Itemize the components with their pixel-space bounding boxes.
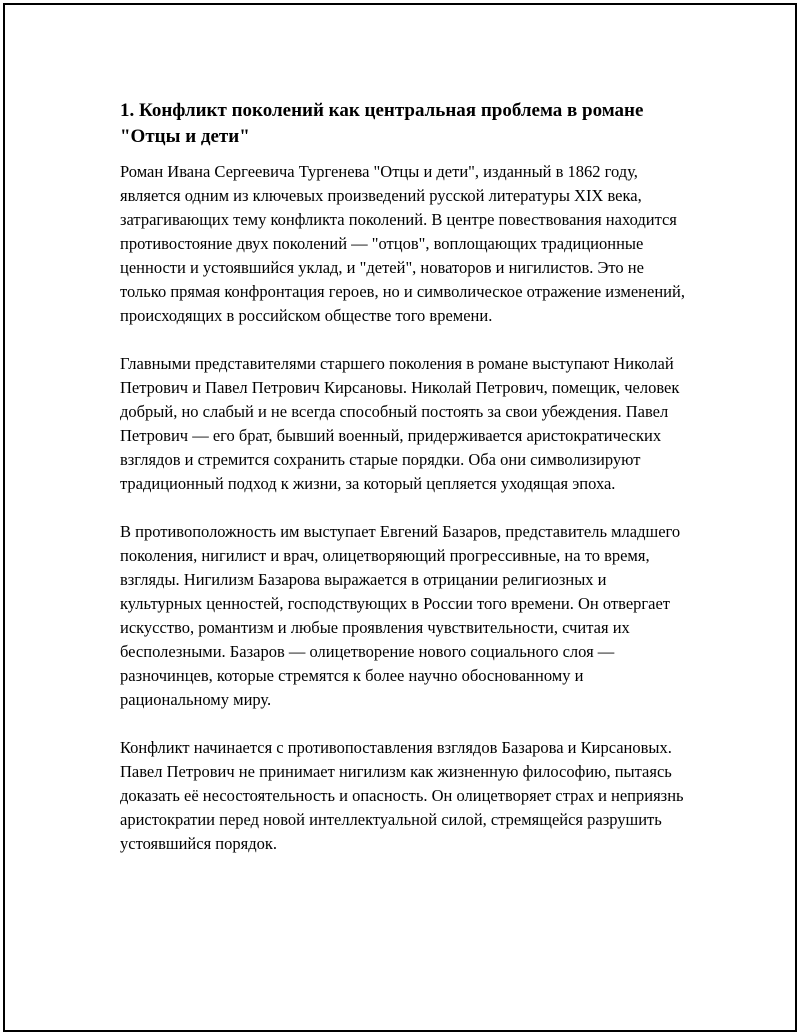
paragraph-4: Конфликт начинается с противопоставления взглядов Базарова и Кирсановых. Павел Петрович не принимает нигилизм как жизненную философию, пытаясь доказать её несостоятельность и опасность. Он олицетворяет страх и неприязнь аристократии перед новой интеллектуальной силой, стремящейся разрушить устоявшийся порядок. [120,738,684,853]
section-title: 1. Конфликт поколений как центральная проблема в романе "Отцы и дети" [120,100,644,147]
paragraph-3: В противоположность им выступает Евгений Базаров, представитель младшего поколения, нигилист и врач, олицетворяющий прогрессивные, на то время, взгляды. Нигилизм Базарова выражается в отрицании религиозных и культурных ценностей, господствующих в России того времени. Он отвергает искусство, романтизм и любые проявления чувствительности, считая их бесполезными. Базаров — олицетворение нового социального слоя — разночинцев, которые стремятся к более научно обоснованному и рациональному миру. [120,522,681,709]
paragraph-2: Главными представителями старшего поколения в романе выступают Николай Петрович и Павел Петрович Кирсановы. Николай Петрович, помещик, человек добрый, но слабый и не всегда способный постоять за свои убеждения. Павел Петрович — его брат, бывший военный, придерживается аристократических взглядов и стремится сохранить старые порядки. Оба они символизируют традиционный подход к жизни, за который цепляется уходящая эпоха. [120,354,680,493]
paragraph-1: Роман Ивана Сергеевича Тургенева "Отцы и дети", изданный в 1862 году, является одним из ключевых произведений русской литературы XIX века, затрагивающих тему конфликта поколений. В центре повествования находится противостояние двух поколений — "отцов", воплощающих традиционные ценности и устоявшийся уклад, и "детей", новаторов и нигилистов. Это не только прямая конфронтация героев, но и символическое отражение изменений, происходящих в российском обществе того времени. [120,162,685,325]
page-frame [3,3,797,1032]
document-body [120,98,690,880]
